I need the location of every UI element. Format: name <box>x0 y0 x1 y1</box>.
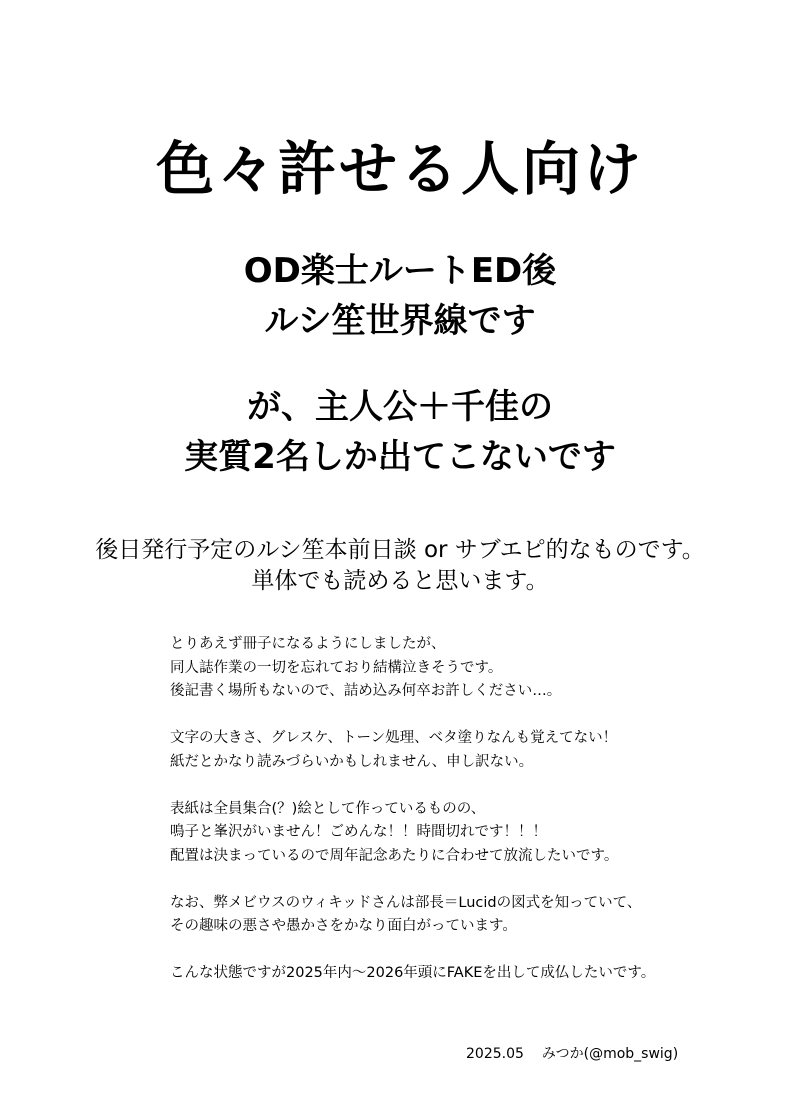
release-note <box>0 535 800 597</box>
body-line: 配置は決まっているので周年記念あたりに合わせて放流したいです。 <box>170 847 619 864</box>
paragraph <box>170 892 770 939</box>
paragraph <box>170 727 770 774</box>
note-line: 後日発行予定のルシ笙本前日談 or サブエピ的なものです。 <box>95 537 705 563</box>
headline: 色々許せる人向け <box>155 135 644 203</box>
body-line: こんな状態ですが2025年内～2026年頭にFAKEを出して成仏したいです。 <box>170 965 656 981</box>
body-line: 紙だとかなり読みづらいかもしれません、申し訳ない。 <box>170 753 534 770</box>
body-line: とりあえず冊子になるようにしましたが、 <box>170 636 446 652</box>
body-line: なお、弊メビウスのウィキッドさんは部長＝Lucidの図式を知っていて、 <box>170 894 642 911</box>
note-line: 単体でも読めると思います。 <box>251 568 549 594</box>
paragraph <box>170 798 770 869</box>
body-line: その趣味の悪さや愚かさをかなり面白がっています。 <box>170 918 517 934</box>
paragraph-gap <box>170 774 770 798</box>
afterword-body <box>170 633 770 986</box>
paragraph-gap <box>170 868 770 892</box>
subheading-line: ルシ笙世界線です <box>264 301 536 341</box>
signature <box>466 1043 678 1063</box>
subheading-characters <box>0 382 800 482</box>
subheading-line: 実質2名しか出てこないです <box>184 437 616 477</box>
body-line: 表紙は全員集合(？)絵として作っているものの、 <box>170 800 486 817</box>
paragraph <box>170 962 770 986</box>
subheading-route <box>0 246 800 346</box>
body-line: 鳴子と峯沢がいません！ごめんな！！時間切れです！！！ <box>170 824 547 840</box>
subheading-line: OD楽士ルートED後 <box>243 251 557 291</box>
signature-date: 2025.05 <box>466 1046 524 1062</box>
body-line: 文字の大きさ、グレスケ、トーン処理、ベタ塗りなんも覚えてない！ <box>170 730 618 746</box>
body-line: 後記書く場所もないので、詰め込み何卒お許しください…。 <box>170 683 562 699</box>
paragraph <box>170 633 770 704</box>
body-line: 同人誌作業の一切を忘れており結構泣きそうです。 <box>170 659 503 676</box>
subheading-line: が、主人公＋千佳の <box>247 387 553 427</box>
signature-author: みつか(@mob_swig) <box>541 1046 679 1062</box>
paragraph-gap <box>170 704 770 728</box>
paragraph-gap <box>170 939 770 963</box>
